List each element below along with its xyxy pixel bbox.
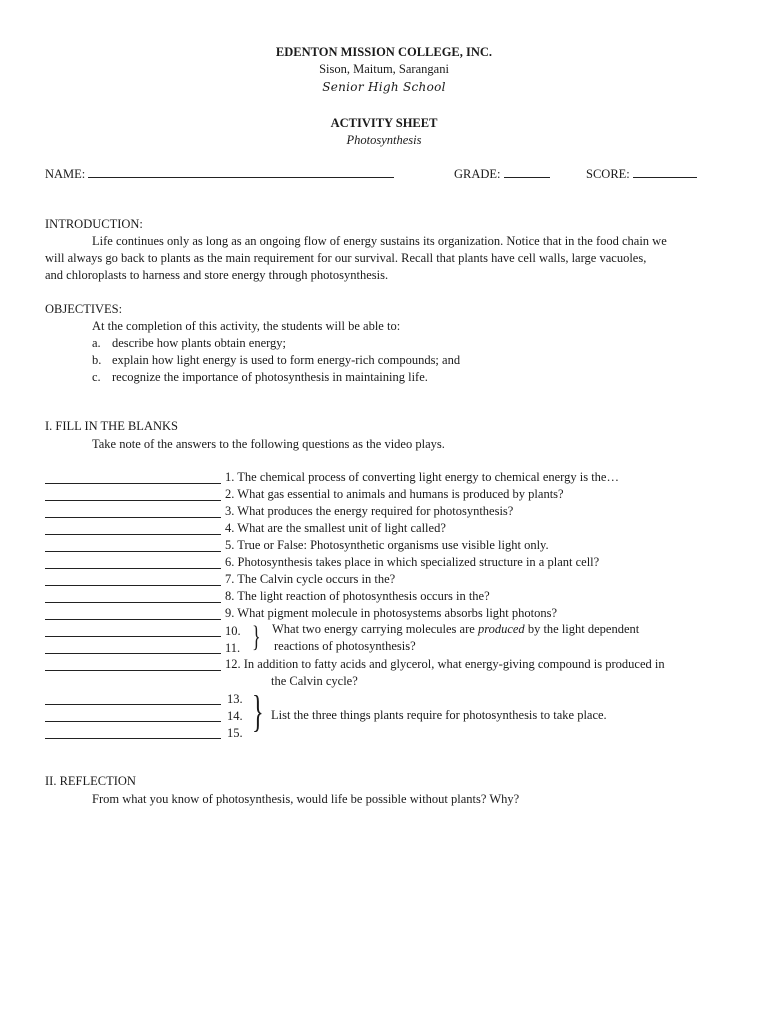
objectives-heading: OBJECTIVES:: [45, 302, 123, 316]
answer-blank-10[interactable]: [45, 636, 221, 637]
brace-10-11: }: [252, 620, 261, 653]
answer-blank-3[interactable]: [45, 517, 221, 518]
question-10-11-text-c: reactions of photosynthesis?: [274, 639, 416, 653]
grade-label: GRADE:: [454, 167, 501, 181]
objective-item: [92, 370, 428, 385]
objective-text: explain how light energy is used to form energy-rich compounds; and: [112, 353, 461, 367]
question-2: 2. What gas essential to animals and humans is produced by plants?: [225, 487, 564, 501]
answer-blank-4[interactable]: [45, 534, 221, 535]
objective-item: [92, 353, 460, 368]
answer-blank-5[interactable]: [45, 551, 221, 552]
score-label: SCORE:: [586, 167, 630, 181]
objective-marker: b.: [92, 353, 102, 367]
objective-text: describe how plants obtain energy;: [112, 336, 287, 350]
sheet-topic: Photosynthesis: [346, 133, 422, 147]
answer-blank-9[interactable]: [45, 619, 221, 620]
question-13-15-text: List the three things plants require for photosynthesis to take place.: [271, 708, 607, 722]
question-10-11-text-a: What two energy carrying molecules are: [272, 622, 475, 636]
question-10-11-text-b: by the light dependent: [527, 622, 640, 636]
school-name: EDENTON MISSION COLLEGE, INC.: [275, 45, 493, 59]
score-blank[interactable]: [633, 166, 697, 178]
fill-blanks-heading: I. FILL IN THE BLANKS: [45, 419, 178, 433]
question-7: 7. The Calvin cycle occurs in the?: [225, 572, 396, 586]
question-10-11-text: [272, 622, 639, 637]
answer-blank-8[interactable]: [45, 602, 221, 603]
introduction-heading: INTRODUCTION:: [45, 217, 143, 231]
answer-blank-12[interactable]: [45, 670, 221, 671]
name-label: NAME:: [45, 167, 86, 181]
department-name: Senior High School: [322, 80, 446, 94]
introduction-line-3: and chloroplasts to harness and store energy through photosynthesis.: [45, 268, 389, 282]
question-6: 6. Photosynthesis takes place in which specialized structure in a plant cell?: [225, 555, 600, 569]
question-1: 1. The chemical process of converting light energy to chemical energy is the…: [225, 470, 619, 484]
answer-blank-6[interactable]: [45, 568, 221, 569]
answer-blank-2[interactable]: [45, 500, 221, 501]
question-9: 9. What pigment molecule in photosystems absorbs light photons?: [225, 606, 558, 620]
question-11-number: 11.: [225, 641, 241, 655]
objective-text: recognize the importance of photosynthesis in maintaining life.: [112, 370, 428, 384]
question-10-11-emphasis: produced: [477, 622, 525, 636]
question-10-number: 10.: [225, 624, 241, 638]
name-blank[interactable]: [88, 166, 394, 178]
answer-blank-1[interactable]: [45, 483, 221, 484]
sheet-title: ACTIVITY SHEET: [330, 116, 438, 130]
school-address: Sison, Maitum, Sarangani: [319, 62, 449, 76]
grade-blank[interactable]: [504, 166, 550, 178]
answer-blank-13[interactable]: [45, 704, 221, 705]
question-3: 3. What produces the energy required for photosynthesis?: [225, 504, 514, 518]
question-4: 4. What are the smallest unit of light called?: [225, 521, 446, 535]
answer-blank-11[interactable]: [45, 653, 221, 654]
fill-blanks-instruction: Take note of the answers to the following questions as the video plays.: [92, 437, 445, 451]
objective-item: [92, 336, 286, 351]
brace-13-15: }: [252, 687, 264, 736]
objectives-lead: At the completion of this activity, the students will be able to:: [92, 319, 401, 333]
question-15-number: 15.: [227, 726, 243, 740]
grade-field: [454, 166, 550, 182]
name-field: [45, 166, 394, 182]
question-5: 5. True or False: Photosynthetic organisms use visible light only.: [225, 538, 549, 552]
score-field: [586, 166, 697, 182]
question-13-number: 13.: [227, 692, 243, 706]
answer-blank-14[interactable]: [45, 721, 221, 722]
question-12-line-2: the Calvin cycle?: [271, 674, 358, 688]
introduction-line-2: will always go back to plants as the main requirement for our survival. Recall that plants have cell walls, large vacuoles,: [45, 251, 647, 265]
answer-blank-15[interactable]: [45, 738, 221, 739]
reflection-prompt: From what you know of photosynthesis, would life be possible without plants? Why?: [92, 792, 520, 806]
answer-blank-7[interactable]: [45, 585, 221, 586]
reflection-heading: II. REFLECTION: [45, 774, 136, 788]
objective-marker: c.: [92, 370, 101, 384]
objective-marker: a.: [92, 336, 101, 350]
introduction-line-1: Life continues only as long as an ongoing flow of energy sustains its organization. Notice that in the food chain we: [92, 234, 667, 248]
question-14-number: 14.: [227, 709, 243, 723]
question-8: 8. The light reaction of photosynthesis occurs in the?: [225, 589, 490, 603]
question-12-line-1: 12. In addition to fatty acids and glycerol, what energy-giving compound is produced in: [225, 657, 665, 671]
